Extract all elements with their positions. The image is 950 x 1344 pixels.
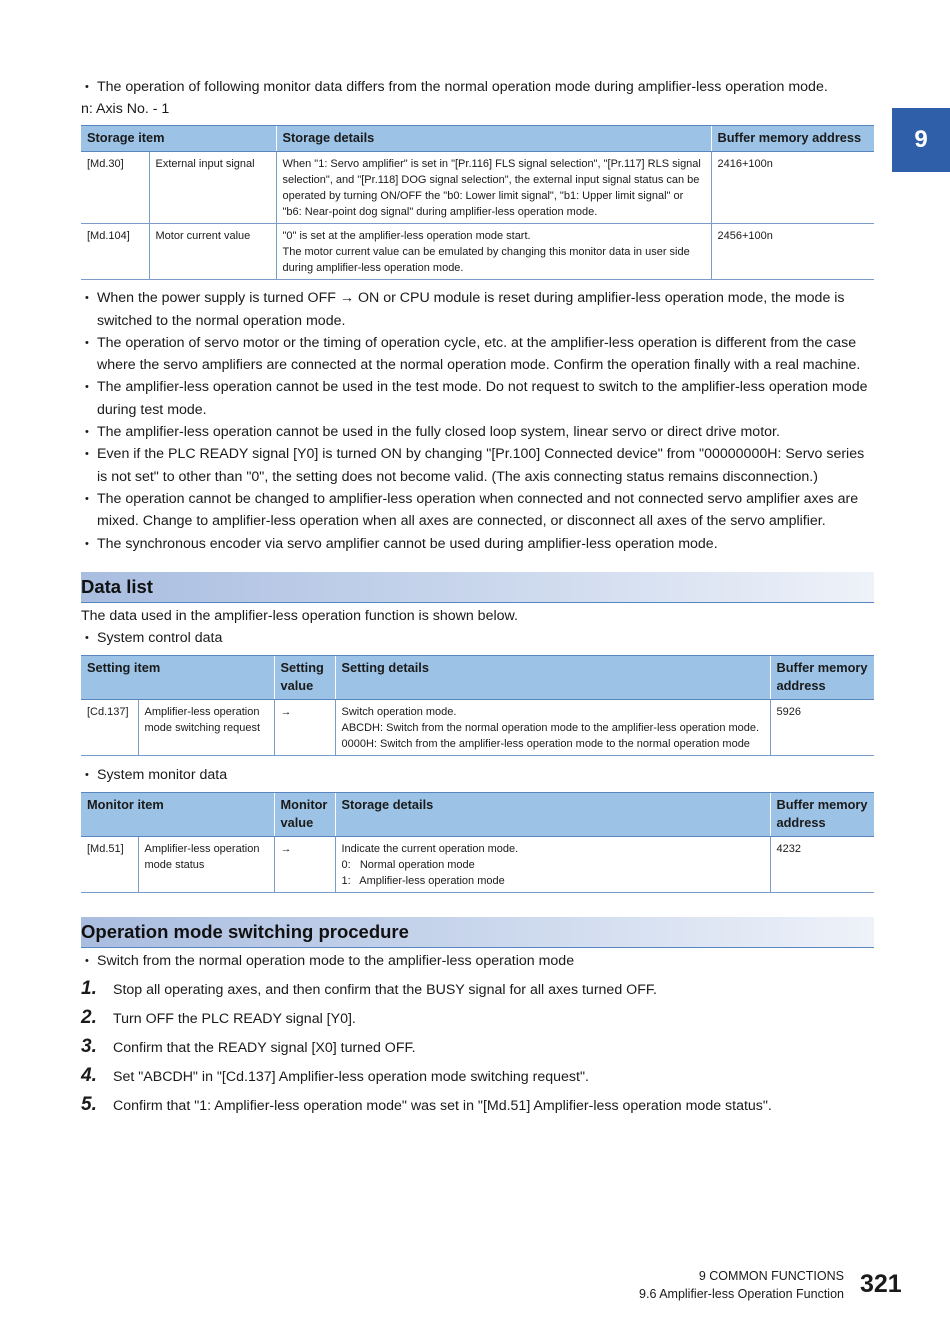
- step-number: 1.: [81, 977, 97, 999]
- chapter-tab: 9: [892, 108, 950, 172]
- table-header-row: [81, 656, 874, 700]
- table-header-row: [81, 126, 874, 152]
- row-details: Indicate the current operation mode. 0: Normal operation mode 1: Amplifier-less operation mode: [335, 837, 770, 893]
- row-value: →: [274, 700, 335, 756]
- footer-chapter: 9 COMMON FUNCTIONS: [698, 1269, 844, 1283]
- row-details: Switch operation mode. ABCDH: Switch from the normal operation mode to the amplifier-less operation mode. 0000H: Switch from the amplifier-less operation mode to the normal operation mode: [335, 700, 770, 756]
- step-number: 3.: [81, 1035, 97, 1057]
- monitor-data-table: [81, 125, 874, 280]
- data-list-intro: The data used in the amplifier-less operation function is shown below.: [81, 607, 518, 624]
- note-item: • The amplifier-less operation cannot be used in the fully closed loop system, linear servo or direct drive motor.: [81, 421, 874, 443]
- section-heading-procedure: Operation mode switching procedure: [81, 917, 874, 948]
- row-code: [Md.51]: [81, 837, 138, 893]
- notes-list: [81, 287, 874, 555]
- header-storage-details: Storage details: [276, 126, 711, 152]
- axis-note: n: Axis No. - 1: [81, 101, 170, 118]
- procedure-step: [81, 1005, 874, 1034]
- footer-section: 9.6 Amplifier-less Operation Function: [639, 1287, 844, 1301]
- row-value: →: [274, 837, 335, 893]
- header-setting-value: Setting value: [274, 656, 335, 700]
- header-monitor-item: Monitor item: [81, 793, 274, 837]
- header-buffer-address: Buffer memory address: [770, 793, 874, 837]
- header-setting-details: Setting details: [335, 656, 770, 700]
- header-storage-details: Storage details: [335, 793, 770, 837]
- row-details: When "1: Servo amplifier" is set in "[Pr.116] FLS signal selection", "[Pr.117] RLS signal selection", and "[Pr.118] DOG signal selection", the external input signal status can be operated by turning ON/OFF the "b0: Lower limit signal", "b1: Upper limit signal" or "b6: Near-point dog signal" during amplifier-less operation mode.: [276, 152, 711, 224]
- note-item: • The operation cannot be changed to amplifier-less operation when connected and not connected servo amplifier axes are mixed. Change to amplifier-less operation when all axes are connected, or disconnect all axes of the servo amplifier.: [81, 488, 874, 533]
- header-setting-item: Setting item: [81, 656, 274, 700]
- row-address: 4232: [770, 837, 874, 893]
- step-number: 5.: [81, 1093, 97, 1115]
- row-address: 2456+100n: [711, 224, 874, 280]
- page-number: 321: [860, 1270, 902, 1298]
- control-data-table: [81, 655, 874, 756]
- row-item: External input signal: [149, 152, 276, 224]
- row-item: Amplifier-less operation mode status: [138, 837, 274, 893]
- control-data-label: • System control data: [81, 627, 874, 649]
- note-item: • When the power supply is turned OFF → ON or CPU module is reset during amplifier-less operation mode, the mode is switched to the normal operation mode.: [81, 287, 874, 332]
- row-address: 5926: [770, 700, 874, 756]
- procedure-step: [81, 1063, 874, 1092]
- table-row: [81, 152, 874, 224]
- header-monitor-value: Monitor value: [274, 793, 335, 837]
- table-row: [81, 700, 874, 756]
- intro-bullet: • The operation of following monitor data differs from the normal operation mode during amplifier-less operation mode.: [81, 76, 874, 98]
- system-monitor-table: [81, 792, 874, 893]
- page-footer: [639, 1267, 844, 1303]
- table-row: [81, 224, 874, 280]
- step-text: Confirm that "1: Amplifier-less operation mode" was set in "[Md.51] Amplifier-less operation mode status".: [113, 1097, 772, 1114]
- row-details: "0" is set at the amplifier-less operation mode start. The motor current value can be emulated by changing this monitor data in user side during amplifier-less operation mode.: [276, 224, 711, 280]
- row-item: Motor current value: [149, 224, 276, 280]
- procedure-step: [81, 1034, 874, 1063]
- procedure-steps: [81, 976, 874, 1121]
- procedure-intro: • Switch from the normal operation mode to the amplifier-less operation mode: [81, 950, 874, 972]
- header-buffer-address: Buffer memory address: [711, 126, 874, 152]
- step-text: Stop all operating axes, and then confirm that the BUSY signal for all axes turned OFF.: [113, 981, 657, 998]
- header-buffer-address: Buffer memory address: [770, 656, 874, 700]
- step-text: Set "ABCDH" in "[Cd.137] Amplifier-less operation mode switching request".: [113, 1068, 589, 1085]
- table-row: [81, 837, 874, 893]
- procedure-step: [81, 976, 874, 1005]
- step-text: Turn OFF the PLC READY signal [Y0].: [113, 1010, 356, 1027]
- row-address: 2416+100n: [711, 152, 874, 224]
- table-header-row: [81, 793, 874, 837]
- procedure-step: [81, 1092, 874, 1121]
- row-code: [Md.104]: [81, 224, 149, 280]
- header-storage-item: Storage item: [81, 126, 276, 152]
- note-item: • The operation of servo motor or the timing of operation cycle, etc. at the amplifier-less operation is different from the case where the servo amplifiers are connected at the normal operation mode. Confirm the operation finally with a real machine.: [81, 332, 874, 377]
- step-text: Confirm that the READY signal [X0] turned OFF.: [113, 1039, 416, 1056]
- page-content: [81, 76, 874, 1121]
- note-item: • The amplifier-less operation cannot be used in the test mode. Do not request to switch to the amplifier-less operation mode during test mode.: [81, 376, 874, 421]
- row-item: Amplifier-less operation mode switching request: [138, 700, 274, 756]
- note-item: • The synchronous encoder via servo amplifier cannot be used during amplifier-less operation mode.: [81, 533, 874, 555]
- step-number: 2.: [81, 1006, 97, 1028]
- row-code: [Md.30]: [81, 152, 149, 224]
- monitor-data-label: • System monitor data: [81, 764, 874, 786]
- note-item: • Even if the PLC READY signal [Y0] is turned ON by changing "[Pr.100] Connected device" from "00000000H: Servo series is not set" to other than "0", the setting does not become valid. (The axis connecting status remains disconnection.): [81, 443, 874, 488]
- step-number: 4.: [81, 1064, 97, 1086]
- row-code: [Cd.137]: [81, 700, 138, 756]
- section-heading-data-list: Data list: [81, 572, 874, 603]
